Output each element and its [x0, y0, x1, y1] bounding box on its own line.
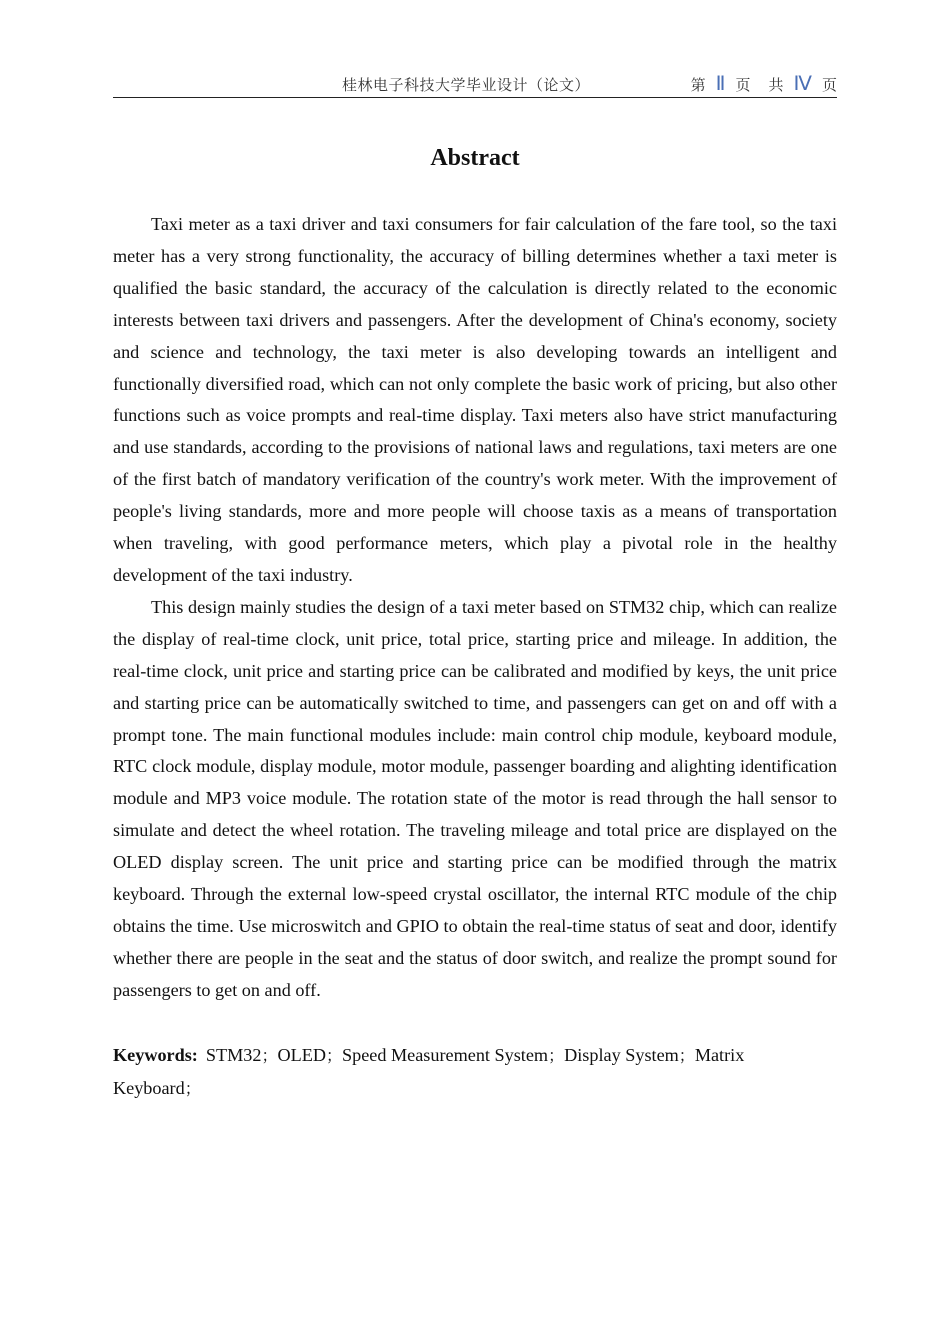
abstract-paragraph-1: Taxi meter as a taxi driver and taxi consumers for fair calculation of the fare tool, so the taxi meter has a very strong functionality, the accuracy of billing determines whether a taxi meter is qualified the basic standard, the accuracy of the calculation is directly related to the economic interests between taxi drivers and passengers. After the development of China's economy, society and science and technology, the taxi meter is also developing towards an intelligent and functionally diversified road, which can not only complete the basic work of pricing, but also other functions such as voice prompts and real-time display. Taxi meters also have strict manufacturing and use standards, according to the provisions of national laws and regulations, taxi meters are one of the first batch of mandatory verification of the country's work meter. With the improvement of people's living standards, more and more people will choose taxis as a means of transportation when traveling, with good performance meters, which play a pivotal role in the healthy development of the taxi industry.	[113, 214, 837, 585]
keyword-item: Speed Measurement System ；	[342, 1045, 564, 1065]
abstract-title: Abstract	[430, 145, 520, 171]
keywords-label: Keywords:	[113, 1045, 198, 1065]
abstract-paragraph-2: This design mainly studies the design of a taxi meter based on STM32 chip, which can realize the display of real-time clock, unit price, total price, starting price and mileage. In addition, the real-time clock, unit price and starting price can be calibrated and modified by keys, the unit price and starting price can be automatically switched to time, and passengers can get on and off with a prompt tone. The main functional modules include: main control chip module, keyboard module, RTC clock module, display module, motor module, passenger boarding and alighting identification module and MP3 voice module. The rotation state of the motor is read through the hall sensor to simulate and detect the wheel rotation. The traveling mileage and total price are displayed on the OLED display screen. The unit price and starting price can be modified through the matrix keyboard. Through the external low-speed crystal oscillator, the internal RTC module of the chip obtains the time. Use microswitch and GPIO to obtain the real-time status of seat and door, identify whether there are people in the seat and the status of door switch, and realize the prompt sound for passengers to get on and off.	[113, 596, 837, 1000]
keyword-item: Matrix Keyboard ；	[113, 1045, 744, 1098]
page-prefix: 第	[690, 76, 706, 94]
keyword-item: STM32 ；	[206, 1045, 278, 1065]
keyword-item: OLED ；	[277, 1045, 342, 1065]
total-page-number: Ⅳ	[793, 73, 812, 95]
page-header	[113, 68, 837, 98]
current-page-number: Ⅱ	[715, 73, 726, 95]
university-title: 桂林电子科技大学毕业设计（论文）	[342, 76, 591, 94]
page-suffix: 页	[735, 76, 751, 94]
page-counter	[691, 71, 837, 96]
keyword-item: Display System ；	[564, 1045, 695, 1065]
abstract-body	[113, 209, 837, 1007]
keywords-line	[113, 1039, 813, 1105]
total-suffix: 页	[821, 76, 837, 94]
total-prefix: 共	[768, 76, 784, 94]
